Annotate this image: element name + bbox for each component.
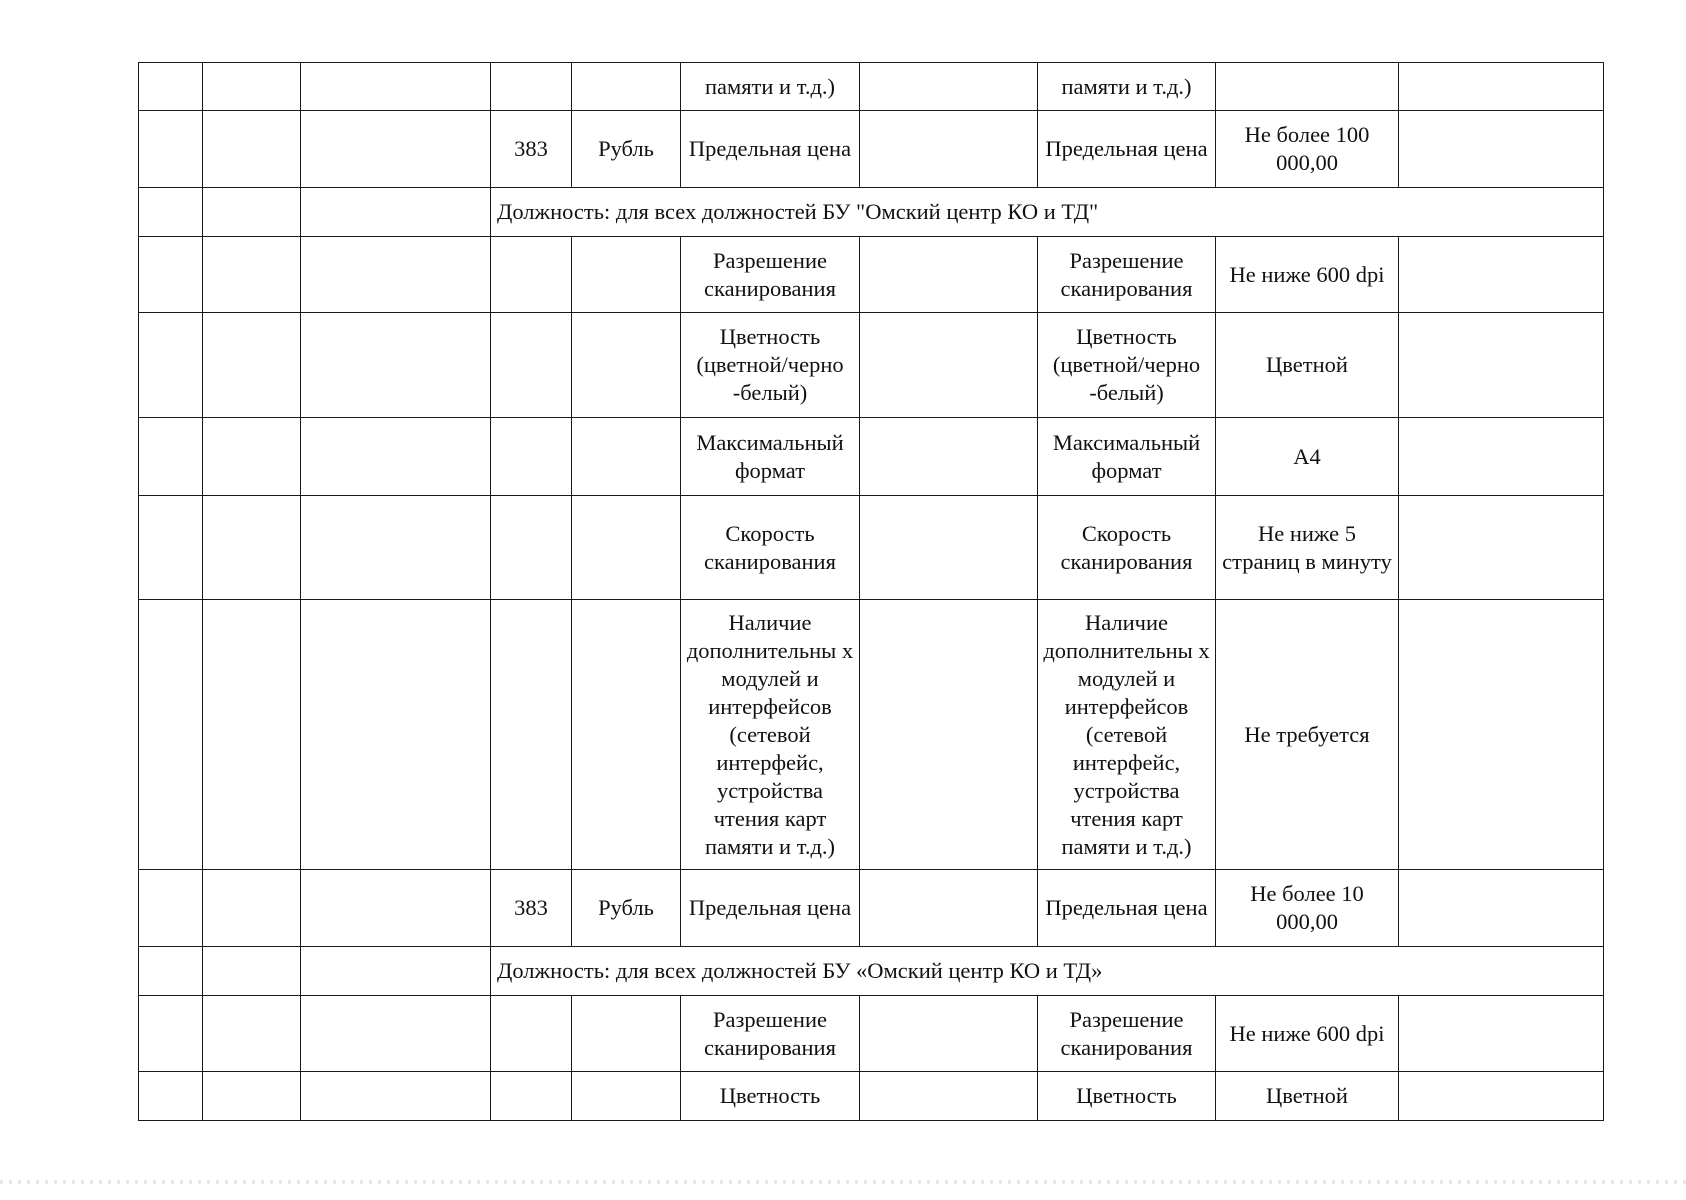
table-row — [139, 237, 1604, 313]
table-cell: памяти и т.д.) — [681, 63, 860, 111]
table-row — [139, 600, 1604, 870]
table-cell — [203, 63, 301, 111]
table-cell: Наличие дополнительны х модулей и интерфейсов (сетевой интерфейс, устройства чтения карт памяти и т.д.) — [681, 600, 860, 870]
table-cell — [491, 496, 572, 600]
table-cell — [572, 313, 681, 418]
table-cell — [1399, 111, 1604, 188]
table-cell — [860, 496, 1038, 600]
table-cell — [301, 996, 491, 1072]
table-cell — [203, 237, 301, 313]
table-cell — [860, 418, 1038, 496]
table-cell: Цветность — [681, 1072, 860, 1121]
table-cell: Цветность (цветной/черно -белый) — [681, 313, 860, 418]
table-cell — [301, 111, 491, 188]
table-cell — [860, 1072, 1038, 1121]
position-section-header: Должность: для всех должностей БУ "Омский центр КО и ТД" — [491, 188, 1604, 237]
table-cell — [572, 496, 681, 600]
table-cell — [139, 63, 203, 111]
table-cell — [860, 111, 1038, 188]
table-cell — [139, 870, 203, 947]
table-row — [139, 947, 1604, 996]
table-cell — [139, 313, 203, 418]
table-cell: Максимальный формат — [681, 418, 860, 496]
table-cell — [139, 947, 203, 996]
table-cell: 383 — [491, 870, 572, 947]
table-cell: 383 — [491, 111, 572, 188]
table-cell: Рубль — [572, 111, 681, 188]
table-cell: Наличие дополнительны х модулей и интерфейсов (сетевой интерфейс, устройства чтения карт памяти и т.д.) — [1038, 600, 1216, 870]
table-cell — [301, 63, 491, 111]
table-cell — [301, 188, 491, 237]
table-cell: Цветность (цветной/черно -белый) — [1038, 313, 1216, 418]
table-cell — [860, 313, 1038, 418]
table-cell: Предельная цена — [681, 870, 860, 947]
table-cell — [491, 313, 572, 418]
table-cell — [491, 996, 572, 1072]
table-row — [139, 63, 1604, 111]
table-cell — [491, 600, 572, 870]
table-cell — [572, 1072, 681, 1121]
table-cell — [301, 1072, 491, 1121]
table-cell — [1399, 870, 1604, 947]
table-cell — [1399, 63, 1604, 111]
table-cell: Скорость сканирования — [1038, 496, 1216, 600]
table-cell — [491, 237, 572, 313]
table-cell — [491, 63, 572, 111]
table-cell — [139, 237, 203, 313]
table-cell: Цветность — [1038, 1072, 1216, 1121]
table-cell — [301, 313, 491, 418]
table-row — [139, 188, 1604, 237]
table-cell — [1399, 996, 1604, 1072]
table-cell — [572, 63, 681, 111]
table-cell — [301, 600, 491, 870]
table-cell — [860, 996, 1038, 1072]
table-cell — [1399, 418, 1604, 496]
table-cell: Не более 100 000,00 — [1216, 111, 1399, 188]
table-cell: Цветной — [1216, 1072, 1399, 1121]
table-cell: Не ниже 600 dpi — [1216, 237, 1399, 313]
table-cell — [139, 111, 203, 188]
table-cell: Скорость сканирования — [681, 496, 860, 600]
table-cell — [1399, 600, 1604, 870]
table-row — [139, 870, 1604, 947]
table-cell — [301, 237, 491, 313]
table-cell — [301, 870, 491, 947]
table-cell: Максимальный формат — [1038, 418, 1216, 496]
table-cell: А4 — [1216, 418, 1399, 496]
table-cell: памяти и т.д.) — [1038, 63, 1216, 111]
table-cell: Не более 10 000,00 — [1216, 870, 1399, 947]
table-cell — [491, 1072, 572, 1121]
table-cell — [139, 188, 203, 237]
table-cell — [203, 947, 301, 996]
table-cell: Предельная цена — [1038, 870, 1216, 947]
table-cell — [491, 418, 572, 496]
table-cell — [572, 600, 681, 870]
table-row — [139, 496, 1604, 600]
table-cell: Разрешение сканирования — [681, 996, 860, 1072]
table-cell — [1399, 496, 1604, 600]
table-cell — [203, 313, 301, 418]
table-cell: Разрешение сканирования — [1038, 996, 1216, 1072]
table-row — [139, 313, 1604, 418]
table-cell — [139, 996, 203, 1072]
table-cell — [203, 996, 301, 1072]
table-cell — [860, 870, 1038, 947]
specification-table — [138, 62, 1604, 1121]
table-cell: Цветной — [1216, 313, 1399, 418]
table-cell — [572, 237, 681, 313]
table-cell — [1399, 313, 1604, 418]
table-cell — [139, 496, 203, 600]
table-row — [139, 111, 1604, 188]
table-cell — [203, 418, 301, 496]
table-cell — [860, 600, 1038, 870]
table-cell — [301, 496, 491, 600]
table-cell: Разрешение сканирования — [1038, 237, 1216, 313]
table-row — [139, 1072, 1604, 1121]
table-cell — [860, 63, 1038, 111]
table-row — [139, 996, 1604, 1072]
table-cell — [1216, 63, 1399, 111]
table-cell — [1399, 237, 1604, 313]
table-row — [139, 418, 1604, 496]
table-cell — [139, 418, 203, 496]
table-cell — [572, 996, 681, 1072]
table-cell: Не ниже 5 страниц в минуту — [1216, 496, 1399, 600]
table-cell — [139, 600, 203, 870]
table-cell — [203, 600, 301, 870]
table-cell: Разрешение сканирования — [681, 237, 860, 313]
table-cell: Рубль — [572, 870, 681, 947]
table-cell — [203, 1072, 301, 1121]
table-cell: Предельная цена — [1038, 111, 1216, 188]
table-cell — [139, 1072, 203, 1121]
table-cell — [203, 188, 301, 237]
table-cell: Не требуется — [1216, 600, 1399, 870]
table-cell — [860, 237, 1038, 313]
table-cell — [1399, 1072, 1604, 1121]
table-cell — [203, 870, 301, 947]
table-cell — [301, 947, 491, 996]
table-cell — [301, 418, 491, 496]
position-section-header: Должность: для всех должностей БУ «Омский центр КО и ТД» — [491, 947, 1604, 996]
table-cell: Не ниже 600 dpi — [1216, 996, 1399, 1072]
table-cell: Предельная цена — [681, 111, 860, 188]
table-cell — [203, 496, 301, 600]
table-cell — [203, 111, 301, 188]
table-cell — [572, 418, 681, 496]
scan-edge-noise — [0, 1180, 1686, 1184]
